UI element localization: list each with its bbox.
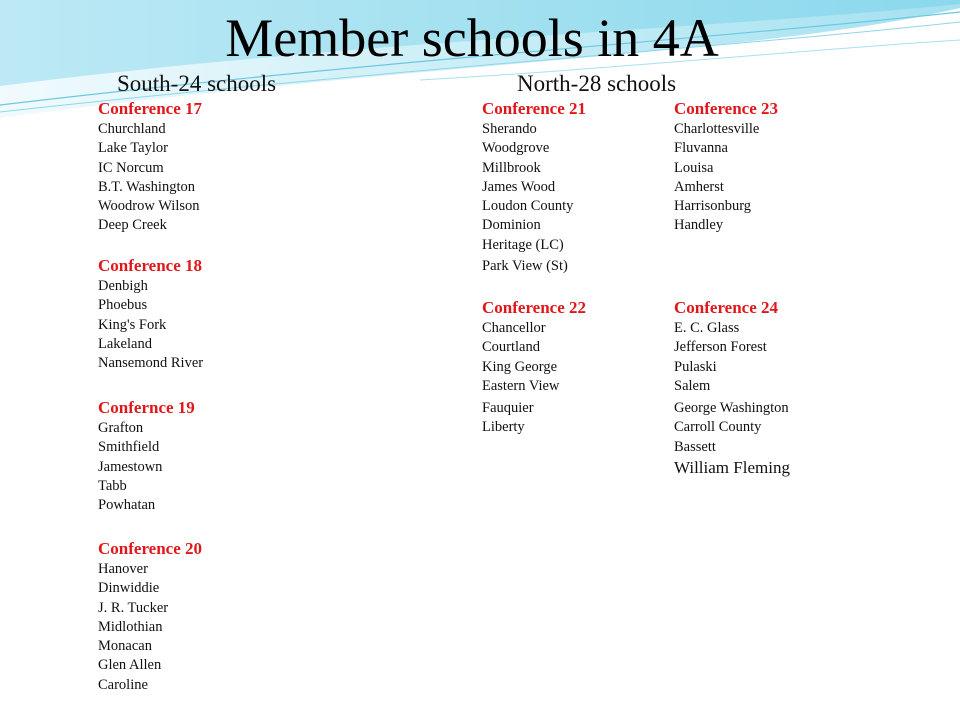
conference-24-heading: Conference 24 — [674, 298, 779, 317]
school-item: Pulaski — [674, 358, 717, 375]
school-item: Chancellor — [482, 320, 546, 336]
school-item: Millbrook — [482, 159, 541, 176]
school-item: King's Fork — [98, 316, 167, 333]
school-item: Powhatan — [98, 497, 156, 514]
school-item: Hanover — [98, 561, 148, 577]
school-item: Lake Taylor — [98, 140, 168, 157]
school-item: Denbigh — [98, 278, 148, 294]
conference-20-group — [98, 538, 202, 695]
school-item: Sherando — [482, 121, 537, 137]
school-item: Fluvanna — [674, 140, 728, 157]
school-item: Tabb — [98, 477, 127, 494]
conference-22-group — [482, 297, 586, 438]
conference-17-group — [98, 98, 202, 236]
conference-19-heading: Confernce 19 — [98, 398, 195, 417]
school-item: King George — [482, 358, 558, 375]
school-item: Jamestown — [98, 458, 163, 475]
conference-23-group — [674, 98, 778, 236]
school-item: B.T. Washington — [98, 178, 195, 195]
school-item: Bassett — [674, 438, 716, 455]
school-item: William Fleming — [674, 458, 790, 478]
school-item: Courtland — [482, 339, 540, 356]
school-item: Charlottesville — [674, 121, 760, 137]
school-item: Deep Creek — [98, 217, 167, 234]
north-heading: North-28 schools — [517, 71, 677, 96]
conference-20-heading: Conference 20 — [98, 539, 203, 558]
school-item: Midlothian — [98, 618, 163, 635]
school-item: E. C. Glass — [674, 320, 740, 336]
school-item: IC Norcum — [98, 159, 164, 176]
school-item: Jefferson Forest — [674, 339, 767, 356]
school-item: George Washington — [674, 400, 789, 417]
conference-18-group — [98, 255, 203, 373]
school-item: Phoebus — [98, 297, 148, 314]
south-heading: South-24 schools — [117, 71, 277, 96]
school-item: Amherst — [674, 178, 724, 195]
school-item: Grafton — [98, 420, 144, 436]
school-item: Harrisonburg — [674, 198, 752, 215]
school-item: Monacan — [98, 638, 152, 655]
school-item: Park View (St) — [482, 258, 568, 275]
school-item: Handley — [674, 217, 724, 234]
conference-21-group — [482, 98, 586, 276]
school-item: Dominion — [482, 217, 541, 234]
school-item: J. R. Tucker — [98, 599, 169, 616]
school-item: Carroll County — [674, 419, 762, 436]
school-item: Fauquier — [482, 400, 534, 417]
school-item: Dinwiddie — [98, 580, 160, 597]
conference-18-heading: Conference 18 — [98, 256, 203, 275]
school-item: Caroline — [98, 676, 148, 693]
conference-19-group — [98, 397, 195, 515]
school-item: Churchland — [98, 121, 166, 137]
school-item: James Wood — [482, 178, 556, 195]
school-item: Woodrow Wilson — [98, 198, 200, 215]
conference-23-heading: Conference 23 — [674, 99, 779, 118]
school-item: Heritage (LC) — [482, 236, 564, 253]
school-item: Louisa — [674, 159, 714, 176]
school-item: Salem — [674, 377, 711, 394]
conference-17-heading: Conference 17 — [98, 99, 203, 118]
school-item: Lakeland — [98, 335, 152, 352]
school-item: Glen Allen — [98, 657, 162, 674]
school-item: Loudon County — [482, 198, 574, 215]
school-item: Liberty — [482, 419, 525, 436]
school-item: Woodgrove — [482, 140, 550, 157]
school-item: Smithfield — [98, 439, 160, 456]
conference-22-heading: Conference 22 — [482, 298, 587, 317]
slide-title: Member schools in 4A — [225, 8, 719, 68]
conference-24-group — [674, 297, 790, 478]
school-item: Eastern View — [482, 377, 560, 394]
school-item: Nansemond River — [98, 355, 204, 372]
conference-21-heading: Conference 21 — [482, 99, 587, 118]
